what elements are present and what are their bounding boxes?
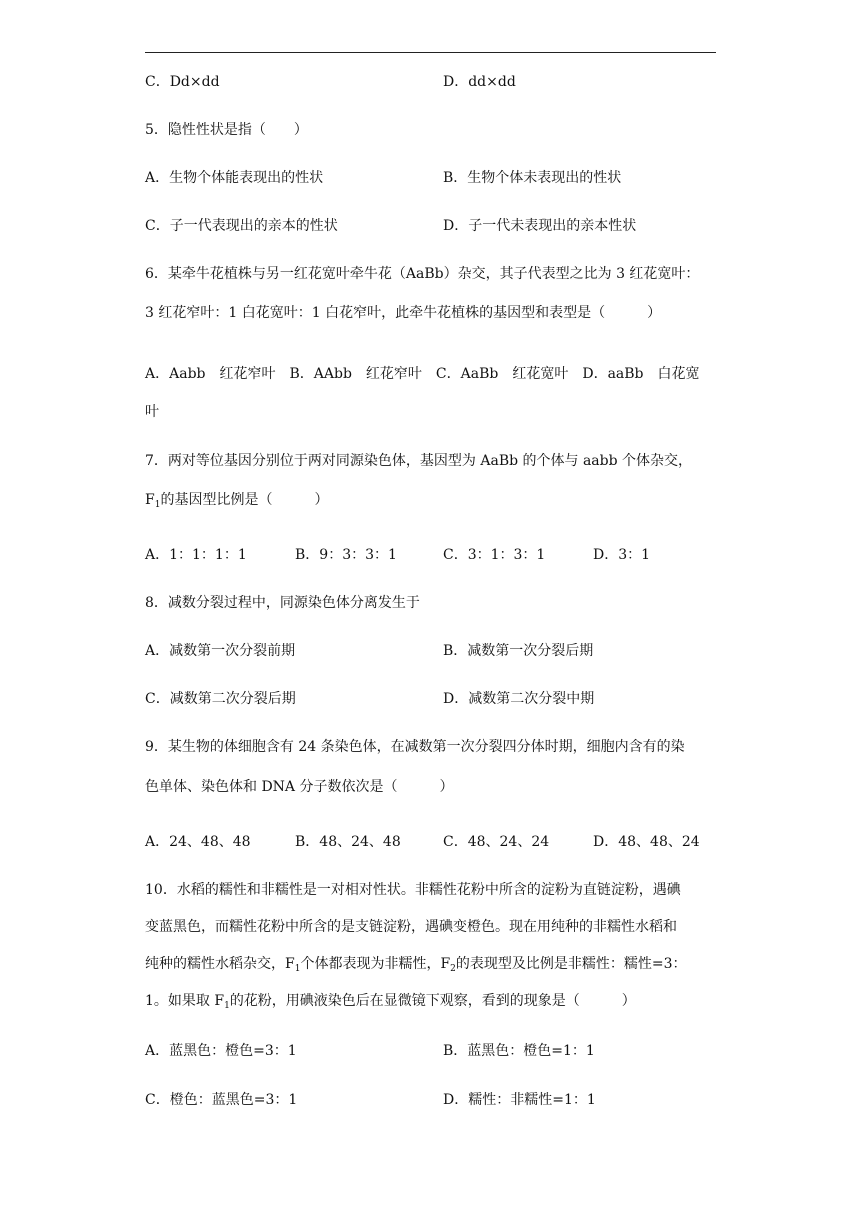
q9-stem-line1: 9．某生物的体细胞含有 24 条染色体，在减数第一次分裂四分体时期，细胞内含有的染 bbox=[145, 739, 685, 755]
q7-option-b: B．9：3：3：1 bbox=[295, 547, 397, 563]
q9-option-c: C．48、24、24 bbox=[443, 834, 550, 850]
q5-option-c: C．子一代表现出的亲本的性状 bbox=[145, 218, 338, 234]
q7-option-d: D．3：1 bbox=[593, 547, 651, 563]
q8-option-a: A．减数第一次分裂前期 bbox=[145, 643, 296, 659]
q9-option-b: B．48、24、48 bbox=[295, 834, 401, 850]
q10-stem-line4: 1。如果取 $F_1$的花粉，用碘液染色后在显微镜下观察，看到的现象是（ ） bbox=[145, 993, 636, 1011]
q8-option-c: C．减数第二次分裂后期 bbox=[145, 691, 296, 707]
q10-option-d: D．糯性：非糯性=1：1 bbox=[443, 1092, 596, 1108]
q8-option-b: B．减数第一次分裂后期 bbox=[443, 643, 594, 659]
q5-stem: 5．隐性性状是指（ ） bbox=[145, 122, 308, 138]
header-rule bbox=[145, 52, 716, 53]
q8-stem: 8．减数分裂过程中，同源染色体分离发生于 bbox=[145, 595, 420, 611]
q4-option-d: D．dd×dd bbox=[443, 74, 516, 90]
q4-option-c: C．Dd×dd bbox=[145, 74, 220, 90]
q7-stem-line2: $F_1$的基因型比例是（ ） bbox=[145, 492, 329, 510]
q7-stem-line1: 7．两对等位基因分别位于两对同源染色体，基因型为 AaBb 的个体与 aabb 个体杂交， bbox=[145, 453, 693, 469]
q7-option-c: C．3：1：3：1 bbox=[443, 547, 546, 563]
q9-option-a: A．24、48、48 bbox=[145, 834, 251, 850]
q10-option-c: C．橙色：蓝黑色=3：1 bbox=[145, 1092, 298, 1108]
q7-option-a: A．1：1：1：1 bbox=[145, 547, 247, 563]
q5-option-d: D．子一代未表现出的亲本性状 bbox=[443, 218, 637, 234]
q5-option-a: A．生物个体能表现出的性状 bbox=[145, 170, 324, 186]
q6-stem-line2: 3 红花窄叶：1 白花宽叶：1 白花窄叶，此牵牛花植株的基因型和表型是（ ） bbox=[145, 305, 662, 321]
q6-options-line2: 叶 bbox=[145, 404, 159, 420]
q5-option-b: B．生物个体未表现出的性状 bbox=[443, 170, 622, 186]
q6-options-line1: A．Aabb 红花窄叶 B．AAbb 红花窄叶 C．AaBb 红花宽叶 D．aaBb 白花宽 bbox=[145, 366, 700, 382]
q10-stem-line2: 变蓝黑色，而糯性花粉中所含的是支链淀粉，遇碘变橙色。现在用纯种的非糯性水稻和 bbox=[145, 919, 677, 935]
q10-option-b: B．蓝黑色：橙色=1：1 bbox=[443, 1043, 595, 1059]
q8-option-d: D．减数第二次分裂中期 bbox=[443, 691, 595, 707]
q9-option-d: D．48、48、24 bbox=[593, 834, 700, 850]
q10-stem-line1: 10．水稻的糯性和非糯性是一对相对性状。非糯性花粉中所含的淀粉为直链淀粉，遇碘 bbox=[145, 882, 681, 898]
q9-stem-line2: 色单体、染色体和 DNA 分子数依次是（ ） bbox=[145, 779, 454, 795]
q6-stem-line1: 6．某牵牛花植株与另一红花宽叶牵牛花（AaBb）杂交，其子代表型之比为 3 红花宽叶： bbox=[145, 266, 700, 282]
q10-option-a: A．蓝黑色：橙色=3：1 bbox=[145, 1043, 297, 1059]
q10-stem-line3: 纯种的糯性水稻杂交，$F_1$个体都表现为非糯性，$F_2$的表现型及比例是非糯性：糯性=3： bbox=[145, 956, 687, 974]
